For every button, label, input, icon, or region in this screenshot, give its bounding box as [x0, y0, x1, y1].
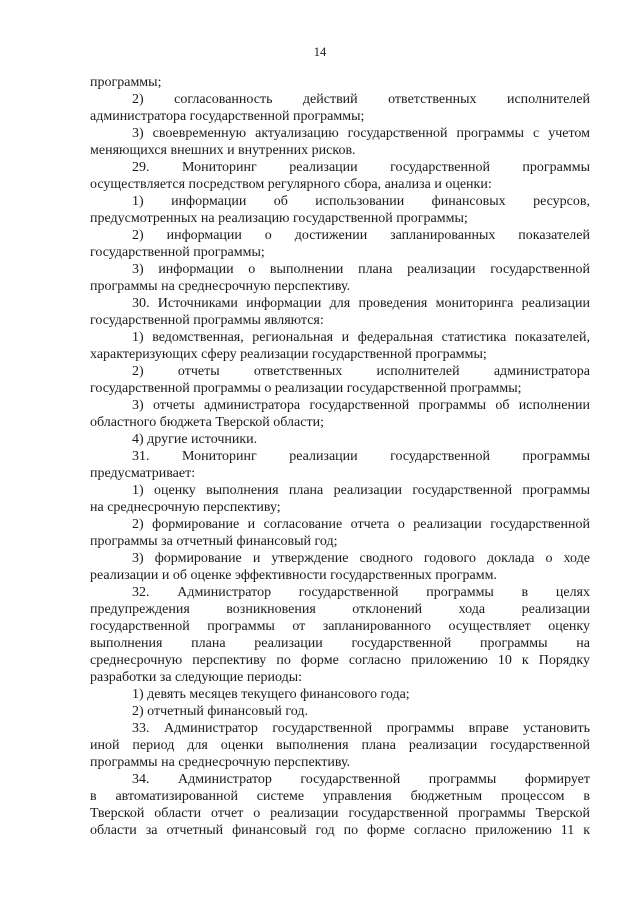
- text-line: осуществляется посредством регулярного сбора, анализа и оценки:: [90, 177, 492, 192]
- text-line: выполнения плана реализации государственной программы на: [90, 636, 590, 651]
- text-line: 1) оценку выполнения плана реализации государственной программы: [132, 483, 590, 498]
- text-line: программы;: [90, 75, 162, 90]
- page-number: 14: [313, 45, 327, 59]
- text-line: программы на среднесрочную перспективу.: [90, 279, 351, 294]
- text-line: разработки за следующие периоды:: [90, 670, 303, 685]
- text-line: предупреждения возникновения отклонений хода реализации: [90, 602, 590, 617]
- text-line: 3) информации о выполнении плана реализации государственной: [132, 262, 590, 277]
- text-line: 2) информации о достижении запланированных показателей: [132, 228, 590, 243]
- text-line: 1) девять месяцев текущего финансового года;: [132, 687, 410, 702]
- text-line: администратора государственной программы;: [90, 109, 365, 124]
- text-line: 1) информации об использовании финансовых ресурсов,: [132, 194, 590, 209]
- text-line: в автоматизированной системе управления бюджетным процессом в: [90, 789, 590, 804]
- text-line: 34. Администратор государственной программы формирует: [132, 772, 590, 787]
- text-line: среднесрочную перспективу по форме согласно приложению 10 к Порядку: [90, 653, 590, 668]
- text-line: 2) отчеты ответственных исполнителей администратора: [132, 364, 590, 379]
- document-body: [90, 74, 590, 841]
- text-line: 29. Мониторинг реализации государственной программы: [132, 160, 590, 175]
- text-line: 32. Администратор государственной программы в целях: [132, 585, 590, 600]
- text-line: 3) своевременную актуализацию государственной программы с учетом: [132, 126, 590, 141]
- text-line: государственной программы являются:: [90, 313, 324, 328]
- text-line: областного бюджета Тверской области;: [90, 415, 324, 430]
- text-line: 31. Мониторинг реализации государственной программы: [132, 449, 590, 464]
- text-line: Тверской области отчет о реализации государственной программы Тверской: [90, 806, 590, 821]
- text-line: на среднесрочную перспективу;: [90, 500, 281, 515]
- text-line: 2) отчетный финансовый год.: [132, 704, 308, 719]
- text-line: 3) отчеты администратора государственной программы об исполнении: [132, 398, 590, 413]
- text-line: государственной программы от запланированного осуществляет оценку: [90, 619, 590, 634]
- text-line: области за отчетный финансовый год по форме согласно приложению 11 к: [90, 823, 590, 838]
- text-line: 4) другие источники.: [132, 432, 258, 447]
- text-line: программы за отчетный финансовый год;: [90, 534, 338, 549]
- paragraph-block: [90, 74, 590, 839]
- text-line: меняющихся внешних и внутренних рисков.: [90, 143, 356, 158]
- text-line: 2) согласованность действий ответственных исполнителей: [132, 92, 590, 107]
- text-line: 33. Администратор государственной программы вправе установить: [132, 721, 590, 736]
- text-line: реализации и об оценке эффективности государственных программ.: [90, 568, 497, 583]
- text-line: предусматривает:: [90, 466, 196, 481]
- text-line: государственной программы о реализации государственной программы;: [90, 381, 522, 396]
- text-line: иной период для оценки выполнения плана реализации государственной: [90, 738, 590, 753]
- text-line: программы на среднесрочную перспективу.: [90, 755, 351, 770]
- text-line: характеризующих сферу реализации государственной программы;: [90, 347, 487, 362]
- text-line: государственной программы;: [90, 245, 265, 260]
- text-line: 1) ведомственная, региональная и федеральная статистика показателей,: [132, 330, 590, 345]
- text-line: 2) формирование и согласование отчета о реализации государственной: [132, 517, 590, 532]
- text-line: предусмотренных на реализацию государственной программы;: [90, 211, 468, 226]
- text-line: 3) формирование и утверждение сводного годового доклада о ходе: [132, 551, 590, 566]
- text-line: 30. Источниками информации для проведения мониторинга реализации: [132, 296, 590, 311]
